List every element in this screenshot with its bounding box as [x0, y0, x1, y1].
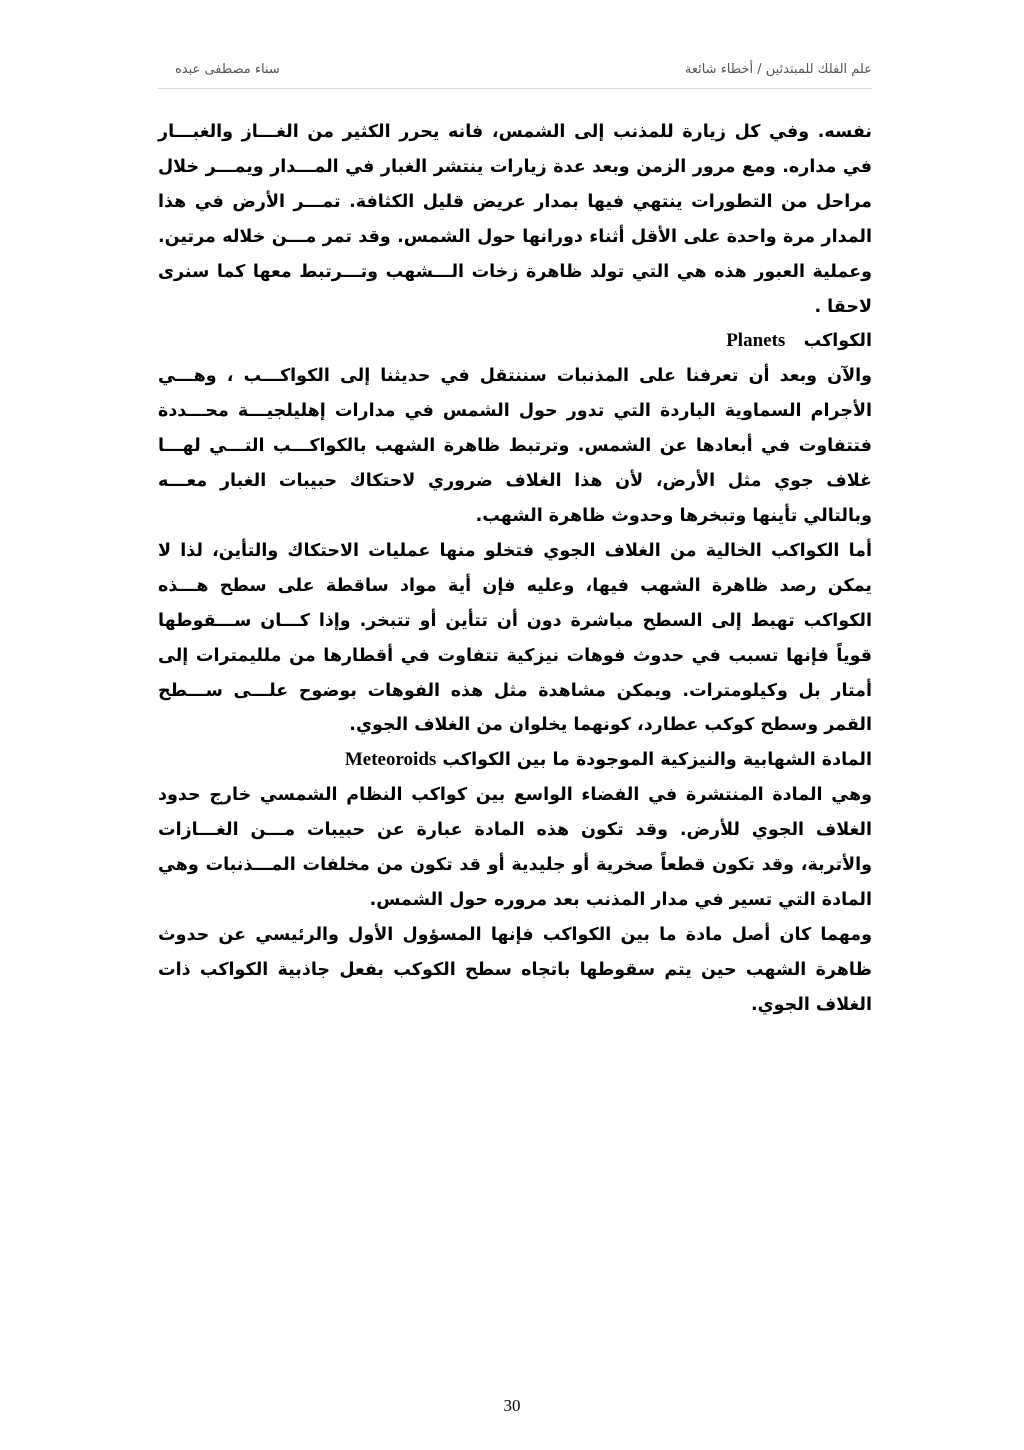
heading-planets-arabic: الكواكب — [803, 331, 872, 352]
paragraph-meteoroids-definition: وهي المادة المنتشرة في الفضاء الواسع بين كواكب النظام الشمسي خارج حدود الغلاف الجوي للأرض. وقد تكون هذه المادة عبارة عن حبيبات مـــن الغـــازات والأتربة، وقد تكون قطعاً صخرية أو جليدية أو قد تكون من مخلفات المـــذنبات وهي المادة التي تسير في مدار المذنب بعد مروره حول الشمس. — [158, 785, 872, 910]
heading-planets-english: Planets — [726, 330, 786, 352]
paragraph-comets-continued: نفسه. وفي كل زيارة للمذنب إلى الشمس، فانه يحرر الكثير من الغـــاز والغبـــار في مداره. ومع مرور الزمن وبعد عدة زيارات ينتشر الغبار في المـــدار ويمـــر خلال مراحل من التطورات ينتهي فيها بمدار عريض قليل الكثافة. تمـــر الأرض في هذا المدار مرة واحدة على الأقل أثناء دورانها حول الشمس. وقد تمر مـــن خلاله مرتين. وعملية العبور هذه هي التي تولد ظاهرة زخات الـــشهب وتـــرتبط معها كما سنرى لاحقا . — [158, 122, 872, 317]
book-title: علم الفلك للمبتدئين / أخطاء شائعة — [684, 62, 872, 77]
page-body — [158, 115, 872, 1023]
author-name: سناء مصطفى عبده — [175, 62, 280, 77]
heading-meteoroids-english: Meteoroids — [344, 749, 437, 771]
section-heading-meteoroids — [158, 743, 872, 778]
paragraph-planets-intro: والآن وبعد أن تعرفنا على المذنبات سننتقل في حديثنا إلى الكواكـــب ، وهـــي الأجرام السماوية الباردة التي تدور حول الشمس في مدارات إهليلجيـــة محـــددة فتتفاوت في أبعادها عن الشمس. وترتبط ظاهرة الشهب بالكواكـــب التـــي لهـــا غلاف جوي مثل الأرض، لأن هذا الغلاف ضروري لاحتكاك حبيبات الغبار معـــه وبالتالي تأينها وتبخرها وحدوث ظاهرة الشهب. — [158, 366, 872, 526]
page-number: 30 — [503, 1396, 521, 1415]
section-heading-planets — [158, 324, 872, 359]
page-header — [175, 62, 872, 84]
heading-meteoroids-arabic: المادة الشهابية والنيزكية الموجودة ما بين الكواكب — [442, 750, 872, 771]
paragraph-airless-planets: أما الكواكب الخالية من الغلاف الجوي فتخلو منها عمليات الاحتكاك والتأين، لذا لا يمكن رصد ظاهرة الشهب فيها، وعليه فإن أية مواد ساقطة على سطح هـــذه الكواكب تهبط إلى السطح مباشرة دون أن تتأين أو تتبخر. وإذا كـــان ســـقوطها قوياً فإنها تسبب في حدوث فوهات نيزكية تتفاوت في أقطارها من ملليمترات إلى أمتار بل وكيلومترات. ويمكن مشاهدة مثل هذه الفوهات بوضوح علـــى ســـطح القمر وسطح كوكب عطارد، كونهما يخلوان من الغلاف الجوي. — [158, 540, 872, 736]
header-divider — [158, 88, 872, 89]
paragraph-meteor-origin: ومهما كان أصل مادة ما بين الكواكب فإنها المسؤول الأول والرئيسي عن حدوث ظاهرة الشهب حين يتم سقوطها باتجاه سطح الكوكب بفعل جاذبية الكواكب ذات الغلاف الجوي. — [158, 924, 872, 1015]
